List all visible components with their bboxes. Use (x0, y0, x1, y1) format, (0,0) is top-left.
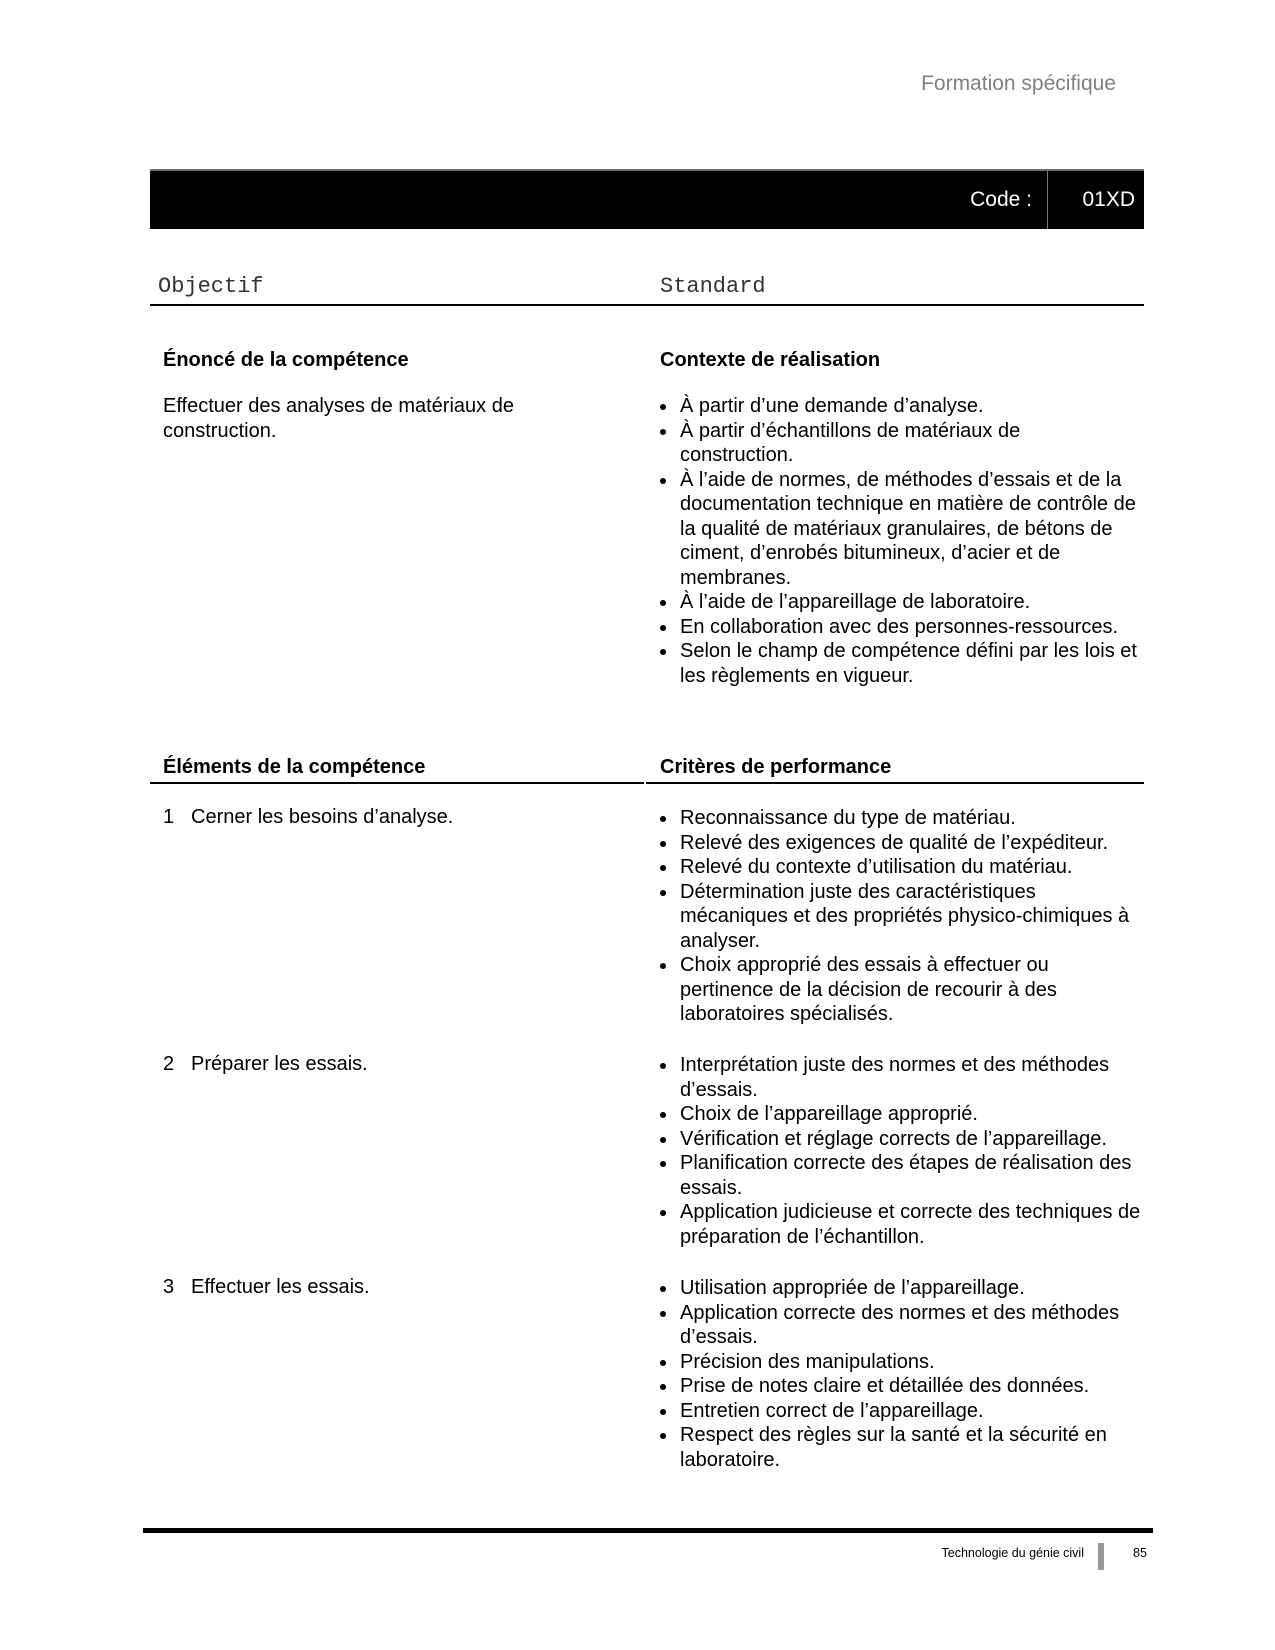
criteria-list-1 (657, 806, 1147, 1027)
contexte-item: À l’aide de l’appareillage de laboratoire. (657, 590, 1137, 615)
criteria-item: Application correcte des normes et des méthodes d’essais. (657, 1301, 1147, 1350)
contexte-item: À partir d’une demande d’analyse. (657, 394, 1137, 419)
criteria-item: Application judicieuse et correcte des techniques de préparation de l’échantillon. (657, 1200, 1147, 1249)
criteria-item: Entretien correct de l’appareillage. (657, 1399, 1147, 1424)
criteria-item: Précision des manipulations. (657, 1350, 1147, 1375)
element-number: 3 (163, 1276, 175, 1298)
contexte-item: Selon le champ de compétence défini par les lois et les règlements en vigueur. (657, 639, 1137, 688)
footer-program: Technologie du génie civil (941, 1546, 1084, 1560)
standard-heading: Standard (660, 274, 766, 299)
criteres-rule (646, 782, 1144, 784)
objectif-heading: Objectif (158, 274, 264, 299)
code-label: Code : (970, 188, 1032, 211)
element-label: Effectuer les essais. (191, 1276, 370, 1298)
criteria-item: Vérification et réglage corrects de l’appareillage. (657, 1127, 1147, 1152)
element-label: Préparer les essais. (191, 1053, 368, 1075)
criteria-item: Choix de l’appareillage approprié. (657, 1102, 1147, 1127)
enonce-title: Énoncé de la compétence (163, 349, 409, 371)
element-2 (163, 1053, 368, 1076)
criteria-list-3 (657, 1276, 1147, 1472)
page-number: 85 (1133, 1546, 1147, 1560)
enonce-text: Effectuer des analyses de matériaux de construction. (163, 395, 514, 442)
code-divider (1047, 171, 1048, 229)
criteria-item: Prise de notes claire et détaillée des données. (657, 1374, 1147, 1399)
code-value: 01XD (1082, 188, 1135, 211)
criteria-item: Choix approprié des essais à effectuer ou pertinence de la décision de recourir à des laboratoires spécialisés. (657, 953, 1147, 1027)
criteria-item: Reconnaissance du type de matériau. (657, 806, 1147, 831)
element-3 (163, 1276, 370, 1299)
criteria-item: Détermination juste des caractéristiques mécaniques et des propriétés physico-chimiques à analyser. (657, 880, 1147, 954)
contexte-item: À partir d’échantillons de matériaux de construction. (657, 419, 1137, 468)
element-label: Cerner les besoins d’analyse. (191, 806, 454, 828)
element-number: 1 (163, 806, 175, 828)
criteria-list-2 (657, 1053, 1147, 1249)
footer-rule (143, 1528, 1153, 1533)
footer-separator (1098, 1543, 1104, 1570)
contexte-title: Contexte de réalisation (660, 349, 881, 371)
criteria-item: Respect des règles sur la santé et la sécurité en laboratoire. (657, 1423, 1147, 1472)
criteres-heading: Critères de performance (660, 756, 892, 778)
criteria-item: Utilisation appropriée de l’appareillage. (657, 1276, 1147, 1301)
contexte-list (657, 394, 1137, 688)
elements-heading: Éléments de la compétence (163, 756, 426, 778)
running-header: Formation spécifique (921, 72, 1116, 95)
element-1 (163, 806, 453, 829)
contexte-item: En collaboration avec des personnes-ressources. (657, 615, 1137, 640)
criteria-item: Interprétation juste des normes et des méthodes d’essais. (657, 1053, 1147, 1102)
objectif-rule (150, 304, 1144, 306)
code-bar (150, 169, 1144, 229)
criteria-item: Planification correcte des étapes de réalisation des essais. (657, 1151, 1147, 1200)
element-number: 2 (163, 1053, 175, 1075)
criteria-item: Relevé du contexte d’utilisation du matériau. (657, 855, 1147, 880)
contexte-item: À l’aide de normes, de méthodes d’essais et de la documentation technique en matière de contrôle de la qualité de matériaux granulaires, de bétons de ciment, d’enrobés bitumineux, d’acier et de membranes. (657, 468, 1137, 591)
criteria-item: Relevé des exigences de qualité de l’expéditeur. (657, 831, 1147, 856)
elements-rule (150, 782, 644, 784)
